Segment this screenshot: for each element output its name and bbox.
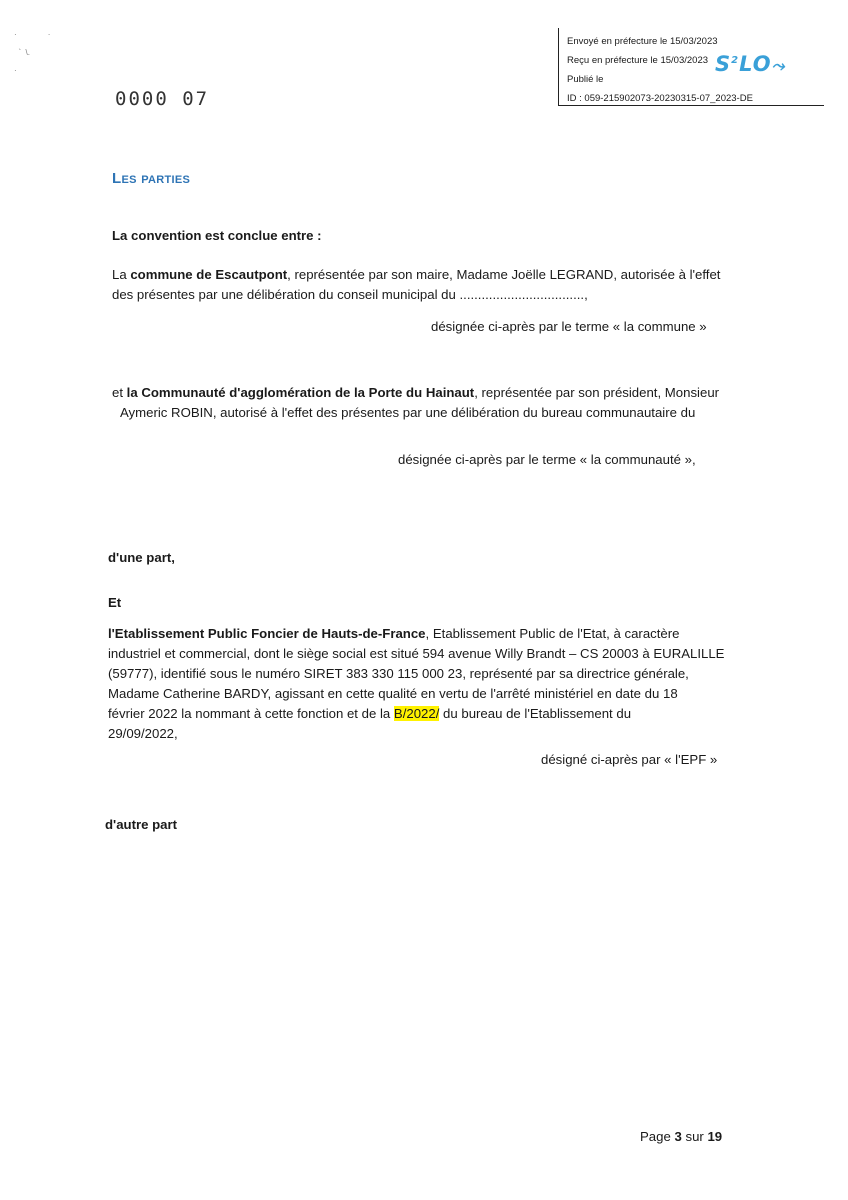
page-total: 19: [707, 1129, 723, 1144]
commune-name: commune de Escautpont: [130, 267, 288, 282]
communaute-designation: désignée ci-après par le terme « la communauté »,: [398, 452, 696, 467]
epf-paragraph: l'Etablissement Public Foncier de Hauts-de-France, Etablissement Public de l'Etat, à caractère industriel et commercial, dont le siège social est situé 594 avenue Willy Brandt – CS 20003 à EURALILLE (59777), identifié sous le numéro SIRET 383 330 115 000 23, représenté par sa directrice générale, Madame Catherine BARDY, agissant en cette qualité en vertu de l'arrêté ministériel en date du 18 février 2022 la nommant à cette fonction et de la B/2022/ du bureau de l'Etablissement du 29/09/2022,: [108, 626, 725, 741]
page-number: 3: [674, 1129, 682, 1144]
document-number: 0000 07: [115, 88, 210, 110]
et-label: Et: [108, 595, 122, 610]
scan-specks: · · ` \. ·: [14, 30, 51, 75]
part-one-label: d'une part,: [108, 550, 175, 565]
communaute-name: la Communauté d'agglomération de la Porte du Hainaut: [126, 385, 475, 400]
commune-paragraph: La commune de Escautpont, représentée par son maire, Madame Joëlle LEGRAND, autorisée à l'effet des présentes par une délibération du conseil municipal du ..................................,: [112, 267, 721, 302]
epf-designation: désigné ci-après par « l'EPF »: [541, 752, 718, 767]
part-two-label: d'autre part: [105, 817, 178, 832]
stamp-received: Reçu en préfecture le 15/03/2023: [567, 55, 709, 66]
stamp-id: ID : 059-215902073-20230315-07_2023-DE: [567, 93, 753, 104]
page-footer: Page 3 sur 19: [640, 1129, 723, 1144]
communaute-paragraph: et la Communauté d'agglomération de la Porte du Hainaut, représentée par son président, Monsieur Aymeric ROBIN, autorisé à l'effet des présentes par une délibération du bureau communautaire du: [112, 385, 720, 420]
epf-name: l'Etablissement Public Foncier de Hauts-de-France: [108, 626, 426, 641]
highlighted-deliberation-ref: B/2022/: [393, 706, 440, 721]
stamp-published: Publié le: [567, 74, 604, 85]
section-title: Les parties: [112, 170, 191, 187]
s2low-logo: $S^2LO⤳$: [715, 52, 786, 76]
commune-designation: désignée ci-après par le terme « la commune »: [431, 319, 707, 334]
intro-text: La convention est conclue entre :: [112, 228, 322, 243]
stamp-sent: Envoyé en préfecture le 15/03/2023: [567, 36, 718, 47]
